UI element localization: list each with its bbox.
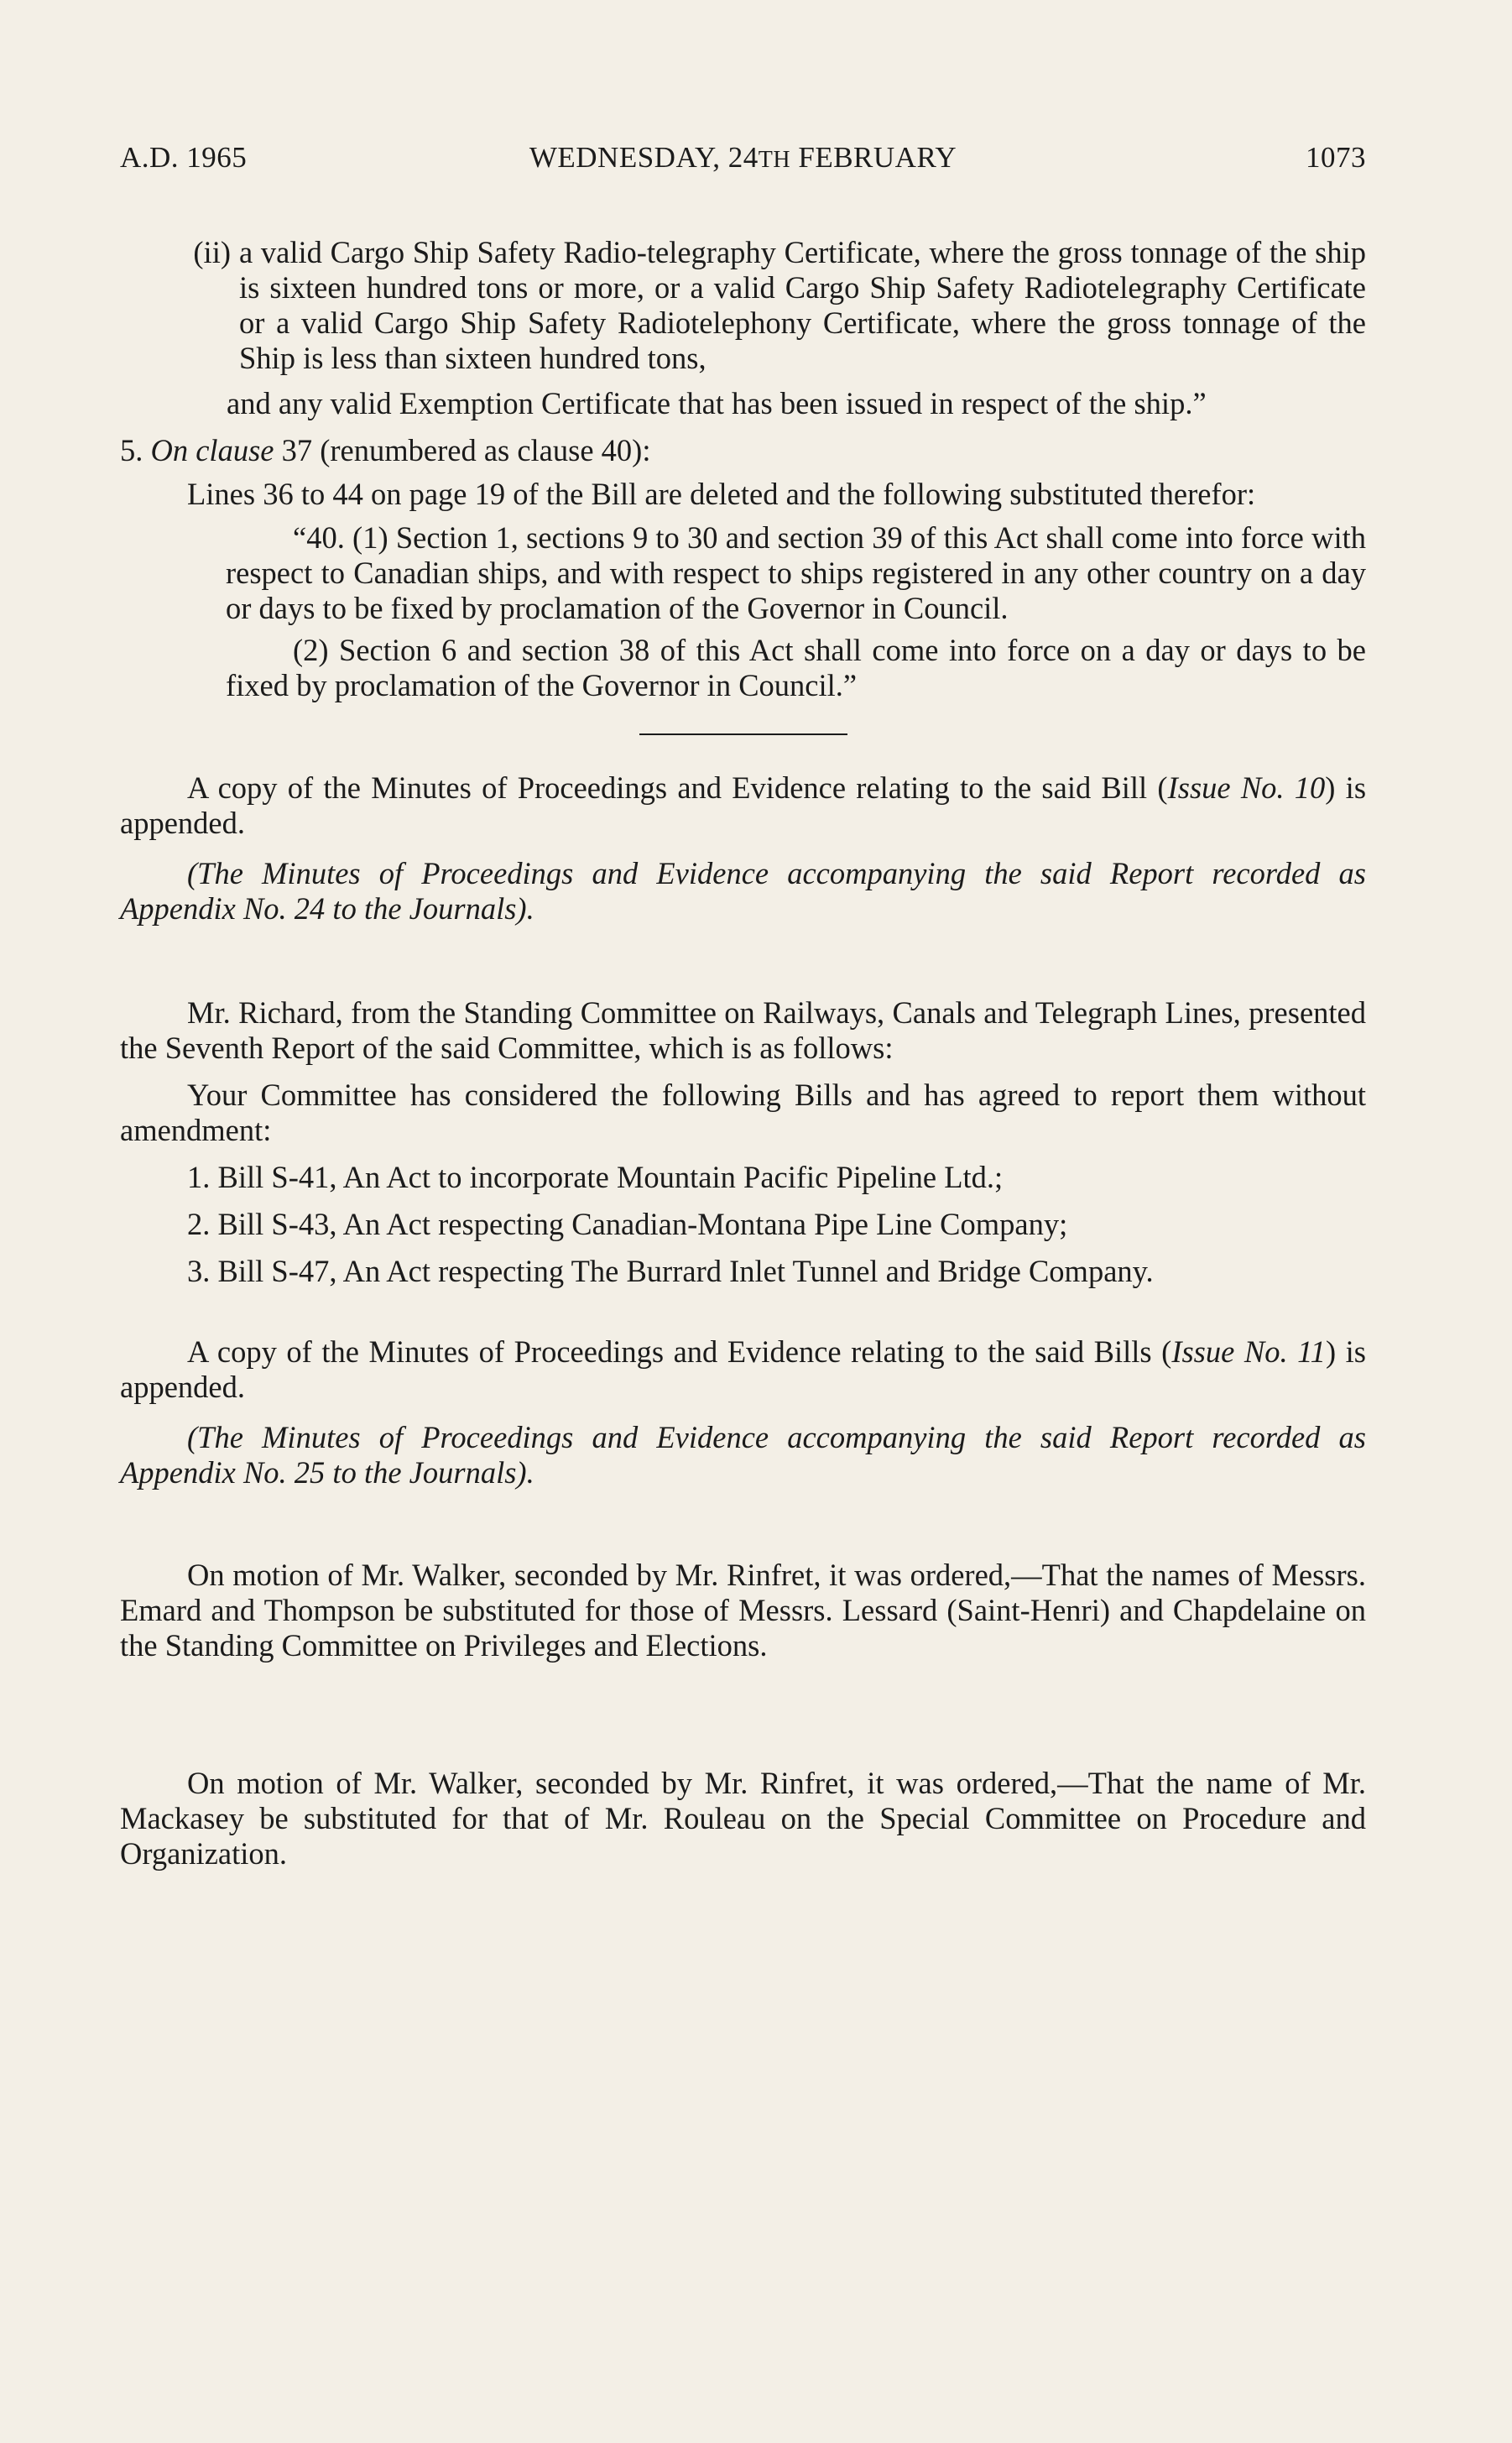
- header-year: A.D. 1965: [120, 141, 248, 174]
- bill-item: 2. Bill S-43, An Act respecting Canadian-Montana Pipe Line Company;: [187, 1207, 1068, 1241]
- bill-item: 1. Bill S-41, An Act to incorporate Mountain Pacific Pipeline Ltd.;: [187, 1160, 1004, 1194]
- minutes-copy-paragraph-2: A copy of the Minutes of Proceedings and Evidence relating to the said Bills (Issue No. 11) is appended.: [120, 1334, 1366, 1404]
- subclause-ii: [120, 235, 1366, 376]
- running-header: [120, 141, 1366, 175]
- header-date: WEDNESDAY, 24TH FEBRUARY: [529, 141, 957, 174]
- minutes-copy-paragraph-1: A copy of the Minutes of Proceedings and Evidence relating to the said Bill (Issue No. 10) is appended.: [120, 770, 1367, 840]
- subclause-text: a valid Cargo Ship Safety Radio-telegraphy Certificate, where the gross tonnage of the ship is sixteen hundred tons or more, or a valid Cargo Ship Safety Radiotelegraphy Certificate or a valid Cargo Ship Safety Radiotelephony Certificate, where the gross tonnage of the Ship is less than sixteen hundred tons,: [239, 235, 1366, 375]
- richard-report-paragraph: Mr. Richard, from the Standing Committee on Railways, Canals and Telegraph Lines, presented the Seventh Report of the said Committee, which is as follows:: [120, 995, 1366, 1065]
- appendix-24-note: (The Minutes of Proceedings and Evidence accompanying the said Report recorded as Appendix No. 24 to the Journals).: [120, 856, 1366, 926]
- subclause-label: (ii): [193, 235, 231, 269]
- page-number: 1073: [1306, 141, 1366, 174]
- quoted-section-40: [120, 520, 1366, 703]
- bill-item: 3. Bill S-47, An Act respecting The Burrard Inlet Tunnel and Bridge Company.: [187, 1254, 1154, 1288]
- motion-paragraph-1: On motion of Mr. Walker, seconded by Mr. Rinfret, it was ordered,—That the names of Messrs. Emard and Thompson be substituted for those of Messrs. Lessard (Saint-Henri) and Chapdelaine on the Standing Committee on Privileges and Elections.: [120, 1558, 1366, 1663]
- appendix-25-note: (The Minutes of Proceedings and Evidence accompanying the said Report recorded as Appendix No. 25 to the Journals).: [120, 1420, 1366, 1490]
- clause-5-heading: 5. On clause 37 (renumbered as clause 40):: [120, 433, 651, 467]
- committee-paragraph: Your Committee has considered the following Bills and has agreed to report them without amendment:: [120, 1078, 1366, 1147]
- section-40-2: (2) Section 6 and section 38 of this Act shall come into force on a day or days to be fixed by proclamation of the Governor in Council.”: [226, 633, 1366, 702]
- lines-deleted-paragraph: Lines 36 to 44 on page 19 of the Bill are deleted and the following substituted therefor:: [187, 477, 1256, 511]
- exemption-paragraph: and any valid Exemption Certificate that has been issued in respect of the ship.”: [227, 386, 1207, 420]
- section-40-1: “40. (1) Section 1, sections 9 to 30 and section 39 of this Act shall come into force with respect to Canadian ships, and with respect to ships registered in any other country on a day or days to be fixed by proclamation of the Governor in Council.: [226, 520, 1366, 625]
- section-divider: [639, 733, 847, 735]
- motion-paragraph-2: On motion of Mr. Walker, seconded by Mr. Rinfret, it was ordered,—That the name of Mr. Mackasey be substituted for that of Mr. Rouleau on the Special Committee on Procedure and Organization.: [120, 1766, 1366, 1871]
- page-body: [120, 235, 1366, 1871]
